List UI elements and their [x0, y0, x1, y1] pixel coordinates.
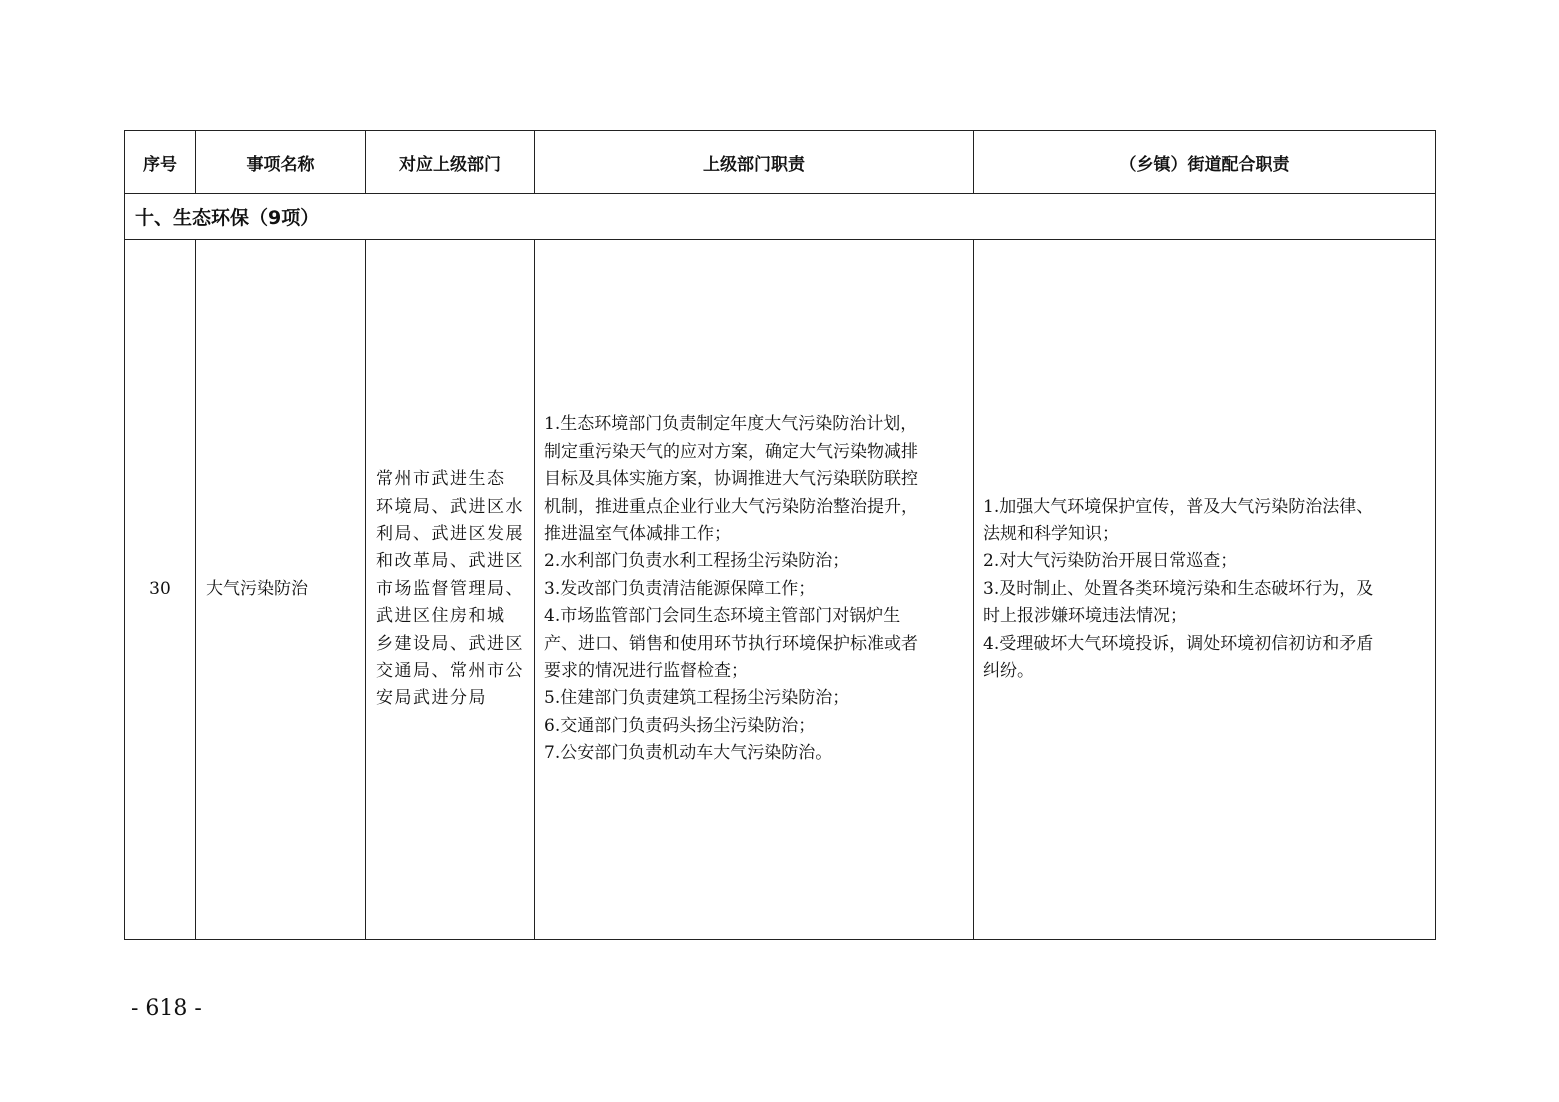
duty-line: 4.市场监管部门会同生态环境主管部门对锅炉生: [544, 606, 901, 627]
header-street-cooperation-duties: （乡镇）街道配合职责: [974, 131, 1436, 194]
duty-line: 产、进口、销售和使用环节执行环境保护标准或者: [544, 633, 918, 654]
responsibility-table: [124, 130, 1436, 940]
duty-line: 3.发改部门负责清洁能源保障工作；: [544, 578, 816, 599]
duty-line: 机制，推进重点企业行业大气污染防治整治提升，: [544, 496, 918, 517]
page-number: - 618 -: [131, 996, 202, 1021]
table-row: [125, 240, 1436, 940]
duty-line: 1.生态环境部门负责制定年度大气污染防治计划，: [544, 414, 918, 435]
coop-line: 3.及时制止、处置各类环境污染和生态破坏行为，及: [983, 578, 1374, 599]
dept-line: 常州市武进生态: [376, 469, 506, 490]
dept-line: 环境局、武进区水: [376, 496, 524, 517]
duty-line: 目标及具体实施方案，协调推进大气污染联防联控: [544, 469, 918, 490]
row-superior-department: [366, 240, 535, 940]
dept-line: 交通局、常州市公: [376, 661, 524, 682]
dept-line: 乡建设局、武进区: [376, 633, 524, 654]
dept-line: 武进区住房和城: [376, 606, 506, 627]
coop-line: 2.对大气污染防治开展日常巡查；: [983, 551, 1238, 572]
section-row: [125, 194, 1436, 240]
row-item-name: 大气污染防治: [196, 240, 366, 940]
header-superior-duties: 上级部门职责: [535, 131, 974, 194]
header-serial-number: 序号: [125, 131, 196, 194]
coop-line: 1.加强大气环境保护宣传，普及大气污染防治法律、: [983, 496, 1374, 517]
row-street-cooperation-duties: [974, 240, 1436, 940]
section-title: 十、生态环保（9项）: [125, 194, 1436, 240]
duty-line: 2.水利部门负责水利工程扬尘污染防治；: [544, 551, 850, 572]
coop-line: 时上报涉嫌环境违法情况；: [983, 606, 1187, 627]
dept-line: 安局武进分局: [376, 688, 487, 709]
duty-line: 5.住建部门负责建筑工程扬尘污染防治；: [544, 688, 850, 709]
duty-line: 要求的情况进行监督检查；: [544, 661, 748, 682]
header-item-name: 事项名称: [196, 131, 366, 194]
duty-line: 6.交通部门负责码头扬尘污染防治；: [544, 715, 816, 736]
row-superior-duties: [535, 240, 974, 940]
table-header-row: [125, 131, 1436, 194]
duty-line: 制定重污染天气的应对方案，确定大气污染物减排: [544, 441, 918, 462]
dept-line: 利局、武进区发展: [376, 523, 524, 544]
duty-line: 7.公安部门负责机动车大气污染防治。: [544, 743, 833, 764]
dept-line: 市场监督管理局、: [376, 578, 524, 599]
coop-line: 法规和科学知识；: [983, 523, 1119, 544]
duty-line: 推进温室气体减排工作；: [544, 523, 731, 544]
header-superior-department: 对应上级部门: [366, 131, 535, 194]
coop-line: 纠纷。: [983, 661, 1034, 682]
row-serial-number: 30: [125, 240, 196, 940]
dept-line: 和改革局、武进区: [376, 551, 524, 572]
coop-line: 4.受理破坏大气环境投诉，调处环境初信初访和矛盾: [983, 633, 1374, 654]
